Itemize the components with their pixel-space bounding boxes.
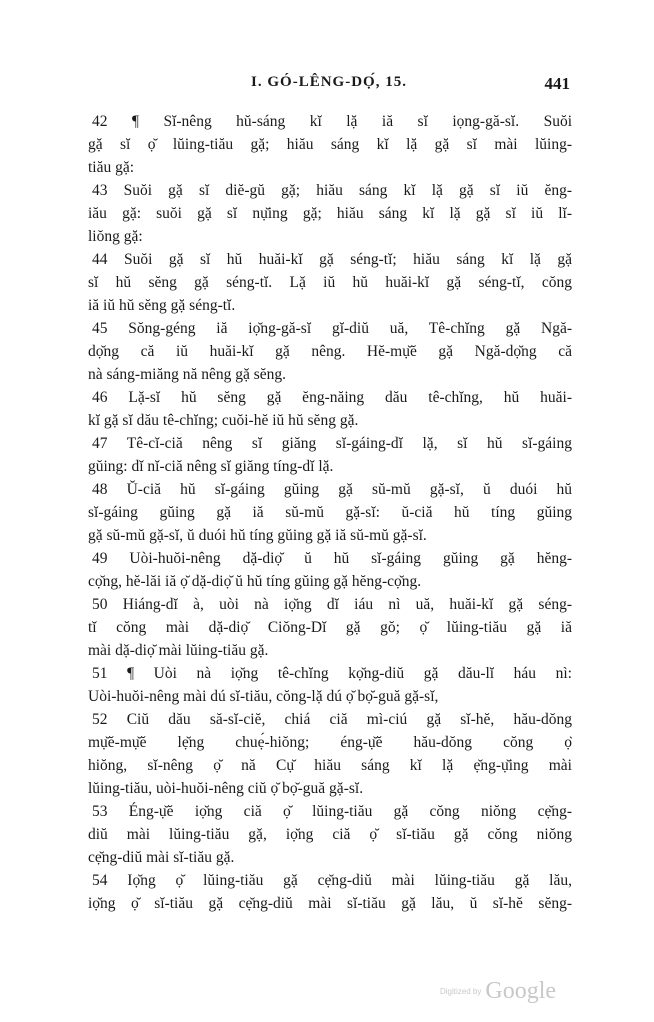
text-line: sĭ-gáing gŭing gặ iă sŭ-mŭ gặ-sĭ: ŭ-ciă hŭ tíng gŭing [88,504,572,521]
text-line: 51 ¶ Uòi nà iọ̆ng tê-chĭng kọ̆ng-diŭ gặ dău-lĭ háu nì: [92,665,572,682]
google-logo: Google [485,978,557,1004]
text-line: iọ̆ng ọ̆ sĭ-tiău gặ cẹ̆ng-diŭ mài sĭ-tiău gặ lău, ŭ sĭ-hĕ sĕng- [88,895,572,912]
text-line: 45 Sŏng-géng iă iọ̆ng-gă-sĭ gĭ-diŭ uă, Tê-chĭng gặ Ngă- [92,320,572,337]
running-head [88,74,570,98]
text-line: diŭ mài lŭing-tiău gặ, iọ̆ng ciă ọ̆ sĭ-tiău gặ cŏng niŏng [88,826,572,843]
text-line: liŏng gặ: [88,228,143,245]
text-line: 47 Tê-cĭ-ciă nêng sĭ giăng sĭ-gáing-dĭ lặ, sĭ hŭ sĭ-gáing [92,435,572,452]
text-line: gŭing: dĭ nĭ-ciă nêng sĭ giăng tíng-dĭ lặ. [88,458,334,475]
text-line: iău gặ: suŏi gặ sĭ nụ̆ing gặ; hiău sáng kĭ lặ gặ sĭ iŭ lĭ- [88,205,572,222]
text-line: 54 Iọ̆ng ọ̆ lŭing-tiău gặ cẹ̆ng-diŭ mài lŭing-tiău gặ lău, [92,872,572,889]
text-line: 43 Suŏi gặ sĭ diĕ-gŭ gặ; hiău sáng kĭ lặ gặ sĭ iŭ ĕng- [92,182,572,199]
text-line: 44 Suŏi gặ sĭ hŭ huăi-kĭ gặ séng-tĭ; hiău sáng kĭ lặ gặ [92,251,572,268]
text-line: Uòi-huŏi-nêng mài dú sĭ-tiău, cŏng-lặ dú ọ̆ bọ̆-guă gặ-sĭ, [88,688,439,705]
body-text [88,110,572,915]
text-line: 49 Uòi-huŏi-nêng dặ-diọ̆ ŭ hŭ sĭ-gáing gŭing gặ hĕng- [92,550,572,567]
text-line: 50 Hiáng-dĭ à, uòi nà iọ̆ng dĭ iáu nì uă, huăi-kĭ gặ séng- [92,596,572,613]
text-line: cọ̆ng, hĕ-lăi iă ọ̆ dặ-diọ̆ ŭ hŭ tíng gŭing gặ hĕng-cọ̆ng. [88,573,422,590]
watermark-prefix: Digitized by [440,987,482,996]
page-number: 441 [544,74,570,93]
text-line: gặ sŭ-mŭ gặ-sĭ, ŭ duói hŭ tíng gŭing gặ iă sŭ-mŭ gặ-sĭ. [88,527,427,544]
text-line: 46 Lặ-sĭ hŭ sĕng gặ ĕng-năing dău tê-chĭng, hŭ huăi- [92,389,572,406]
text-line: tiău gặ: [88,159,135,176]
text-line: cẹ̆ng-diŭ mài sĭ-tiău gặ. [88,849,235,866]
text-line: sĭ hŭ sĕng gặ séng-tĭ. Lặ iŭ hŭ huăi-kĭ gặ séng-tĭ, cŏng [88,274,572,291]
text-line: 52 Ciŭ dău să-sĭ-ciĕ, chiá ciă mì-ciú gặ sĭ-hĕ, hău-dŏng [92,711,572,728]
text-line: nà sáng-miăng nă nêng gặ sĕng. [88,366,286,383]
digitized-by-google-watermark [440,978,572,1006]
text-line: kĭ gặ sĭ dău tê-chĭng; cuŏi-hĕ iŭ hŭ sĕng gặ. [88,412,359,429]
running-title: I. GÓ-LÊNG-DỌ́, 15. [251,74,407,90]
text-line: hiŏng, sĭ-nêng ọ̆ nă Cụ̆ hiău sáng kĭ lặ ẹ̆ng-ụ̆ing mài [88,757,572,774]
text-line: 42 ¶ Sĭ-nêng hŭ-sáng kĭ lặ iă sĭ iọng-gă-sĭ. Suŏi [92,113,572,130]
text-line: dọ̆ng că iŭ huăi-kĭ gặ nêng. Hĕ-mụ̆ĕ gặ Ngă-dọ̆ng că [88,343,572,360]
text-line: lŭing-tiău, uòi-huŏi-nêng ciŭ ọ̆ bọ̆-guă gặ-sĭ. [88,780,364,797]
text-line: iă iŭ hŭ sĕng gặ séng-tĭ. [88,297,236,314]
text-line: mụ̆ĕ-mụ̆ĕ lẹ̆ng chuẹ́-hiŏng; éng-ụ̆ĕ hău-dŏng cŏng ọ̆ [88,734,572,751]
text-line: 48 Ŭ-ciă hŭ sĭ-gáing gŭing gặ sŭ-mŭ gặ-sĭ, ŭ duói hŭ [92,481,572,498]
text-line: gặ sĭ ọ̆ lŭing-tiău gặ; hiău sáng kĭ lặ gặ sĭ mài lŭing- [88,136,572,153]
text-line: mài dặ-diọ̆ mài lŭing-tiău gặ. [88,642,269,659]
text-line: tĭ cŏng mài dặ-diọ̆ Ciŏng-Dĭ gặ gŏ; ọ̆ lŭing-tiău gặ iă [88,619,572,636]
text-line: 53 Éng-ụ̆ĕ iọ̆ng ciă ọ̆ lŭing-tiău gặ cŏng niŏng cẹ̆ng- [92,803,572,820]
